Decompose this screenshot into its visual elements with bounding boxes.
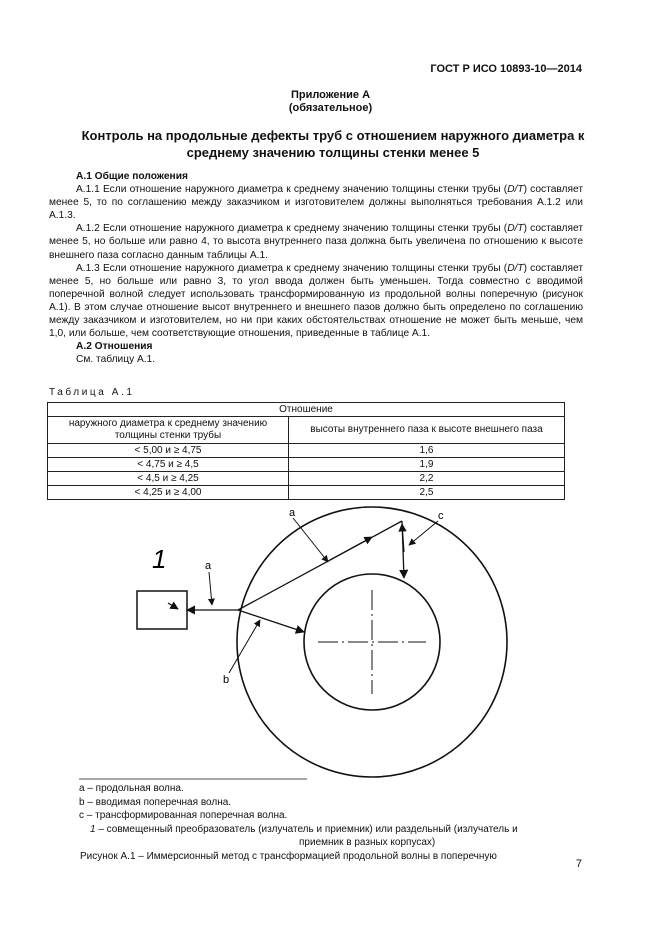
paragraph-a2: См. таблицу А.1. [76, 354, 156, 366]
label-b: b [223, 674, 230, 686]
table-cell-value: 1,9 [289, 458, 565, 472]
transverse-wave-line [238, 610, 304, 632]
label-c: c [438, 510, 444, 522]
label-transducer-1: 1 [152, 544, 167, 574]
leader-c [409, 521, 438, 545]
table-cell-range: < 4,25 и ≥ 4,00 [48, 486, 289, 500]
longitudinal-wave-line [238, 521, 402, 610]
table-cell-range: < 5,00 и ≥ 4,75 [48, 444, 289, 458]
annex-status: (обязательное) [288, 102, 373, 114]
transducer-body [137, 591, 187, 629]
section-a2-heading: А.2 Отношения [76, 341, 153, 353]
figure-caption: Рисунок А.1 – Иммерсионный метод с трансформацией продольной волны в поперечную [80, 850, 497, 862]
main-title: Контроль на продольные дефекты труб с отношением наружного диаметра к среднему значению толщины стенки менее 5 [81, 128, 585, 160]
table-col1-header: наружного диаметра к среднему значению толщины стенки трубы [48, 417, 289, 444]
table-caption: Таблица А.1 [49, 387, 135, 398]
label-a-left: a [205, 560, 212, 572]
legend-b: b – вводимая поперечная волна. [79, 796, 232, 808]
legend-a: a – продольная волна. [79, 783, 184, 794]
document-code: ГОСТ Р ИСО 10893-10—2014 [430, 63, 582, 75]
annex-title: Приложение А [290, 89, 371, 101]
leader-b [229, 620, 260, 673]
table-group-header: Отношение [48, 403, 565, 417]
section-a1-heading: А.1 Общие положения [76, 171, 188, 182]
leader-a-left [209, 572, 212, 605]
table-cell-range: < 4,75 и ≥ 4,5 [48, 458, 289, 472]
table-cell-value: 2,5 [289, 486, 565, 500]
table-cell-value: 1,6 [289, 444, 565, 458]
leader-a-top [293, 518, 328, 562]
paragraph-a1-1: А.1.1 Если отношение наружного диаметра к среднему значению толщины стенки трубы (D/T) составляет менее 5, то по соглашению между заказчиком и изготовителем должны выполняться требования А.1.2 или А.1.3. [49, 184, 584, 222]
longitudinal-wave-arrow [330, 537, 372, 560]
table-cell-value: 2,2 [289, 472, 565, 486]
page-number: 7 [575, 858, 582, 870]
paragraph-a1-3: А.1.3 Если отношение наружного диаметра к среднему значению толщины стенки трубы (D/T) составляет менее 5, но больше или равно 3, то угол ввода должен быть уменьшен. Тогда совместно с вводимой поперечной волной следует использовать трансформированную из продольной волны поперечную (рисунок А.1). В этом случае отношение высот внутреннего и внешнего пазов должно быть определено по соглашению между заказчиком и изготовителем, но ни при каких обстоятельствах отношение не может быть меньше, чем 1,0, или больше, чем соответствующие отношения, приведенные в таблице А.1. [49, 262, 584, 340]
legend-c: c – трансформированная поперечная волна. [79, 810, 288, 821]
label-a-top: a [289, 507, 296, 519]
table-col2-header: высоты внутреннего паза к высоте внешнего паза [289, 417, 565, 444]
paragraph-a1-2: А.1.2 Если отношение наружного диаметра к среднему значению толщины стенки трубы (D/T) составляет менее 5, но больше или равно 4, то высота внутреннего паза должна быть увеличена по отношению к высоте внешнего паза согласно данным таблицы А.1. [49, 223, 584, 261]
legend-1: 1 – совмещенный преобразователь (излучатель и приемник) или раздельный (излучатель и [90, 823, 518, 835]
table-cell-range: < 4,5 и ≥ 4,25 [48, 472, 289, 486]
legend-1-cont: приемник в разных корпусах) [299, 837, 436, 848]
